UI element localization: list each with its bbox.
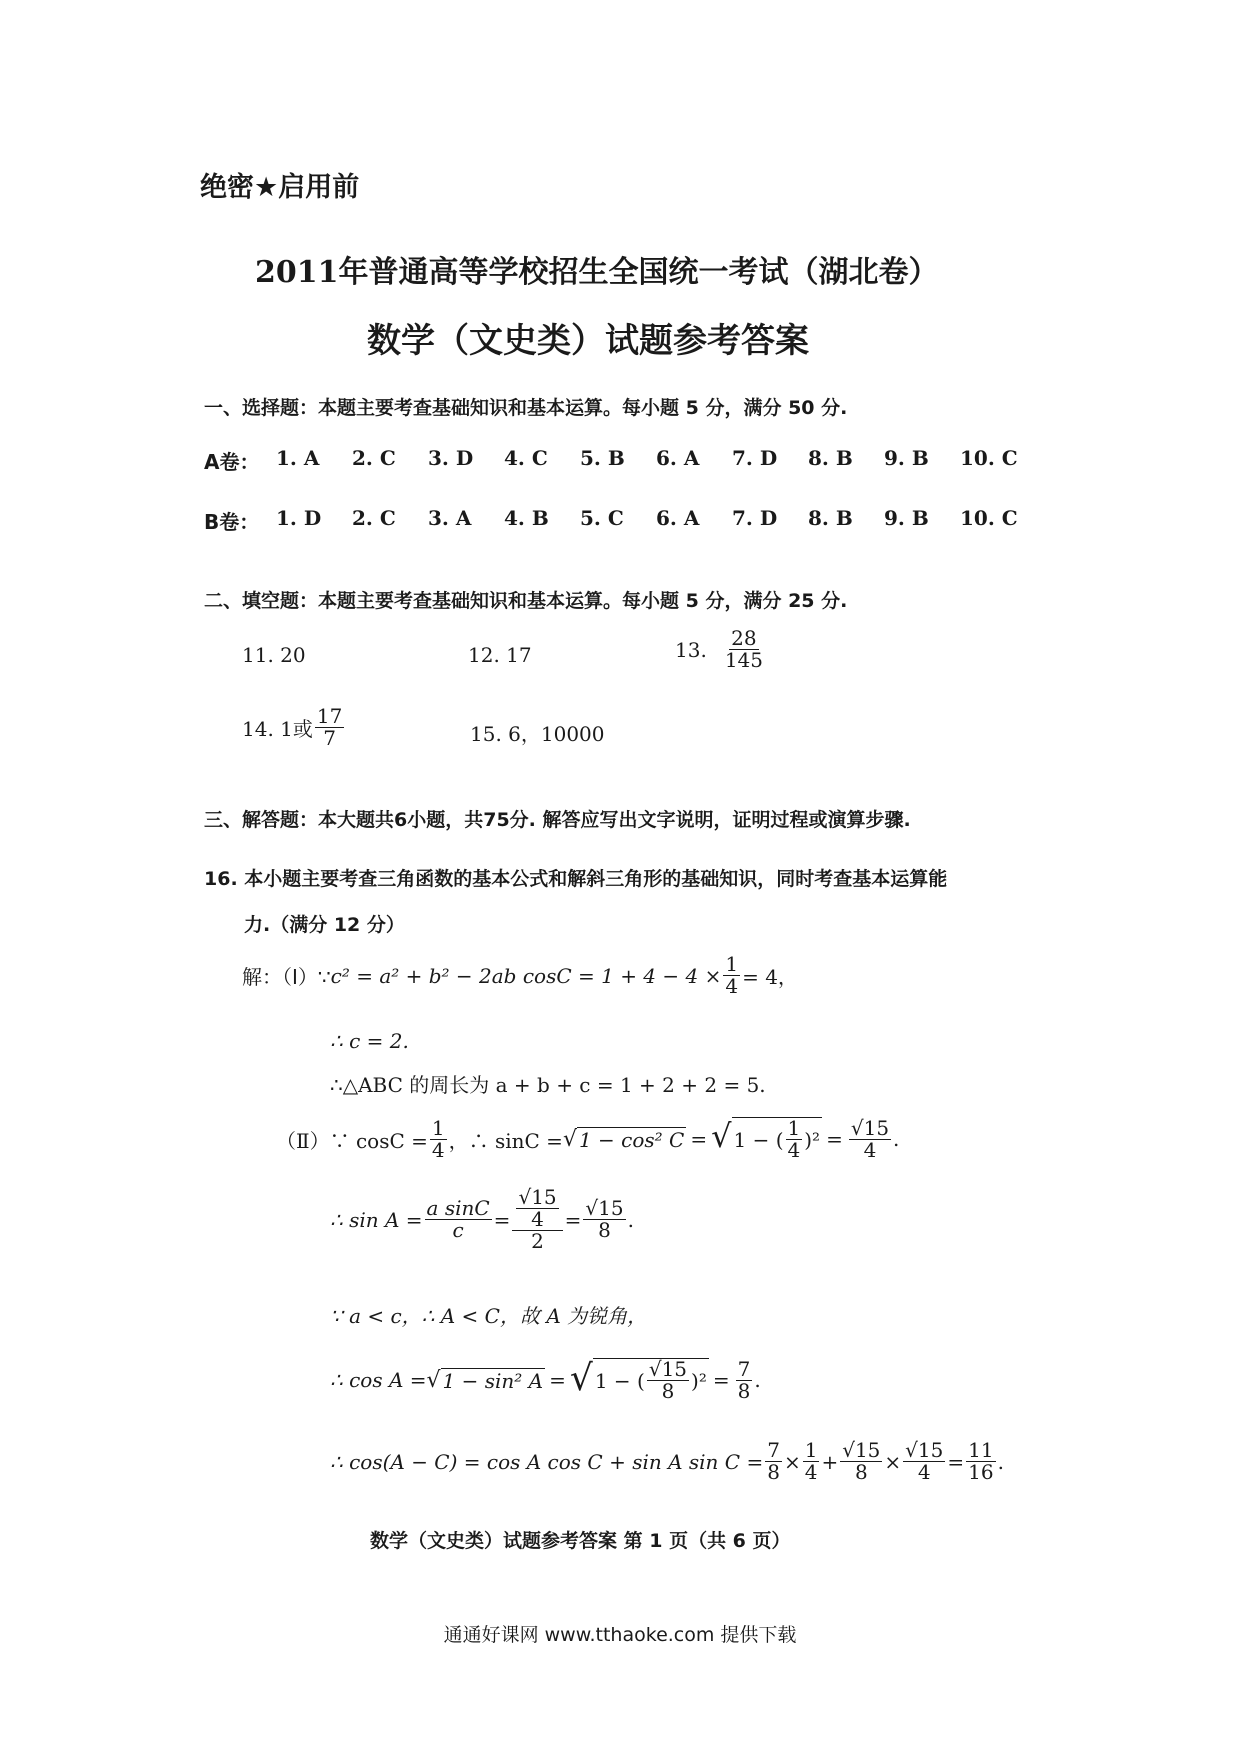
- radicand-part: )²: [804, 1127, 821, 1152]
- fraction: [765, 1440, 782, 1483]
- radicand-part: 1 − (: [594, 1368, 645, 1393]
- fraction: [736, 1356, 753, 1403]
- fraction: [966, 1440, 995, 1483]
- answer-cell: 8. B: [808, 506, 853, 530]
- answer-cell: 9. B: [884, 506, 929, 530]
- radicand-part: )²: [691, 1368, 707, 1393]
- radicand: 1 − cos² C: [578, 1127, 685, 1152]
- answer-cell: 1. D: [276, 506, 322, 530]
- fraction-denominator: 4: [431, 1137, 445, 1162]
- fraction-numerator: a sinC: [426, 1196, 490, 1220]
- answer-cell: 4. C: [504, 446, 548, 470]
- sqrt-value: 15: [598, 1196, 624, 1220]
- answer-cell: 2. C: [352, 506, 396, 530]
- fraction: [849, 1115, 891, 1162]
- fraction: [647, 1359, 689, 1402]
- solution-step-1: [242, 954, 798, 997]
- fraction-numerator: 1: [431, 1115, 445, 1140]
- square-root: √ 1 − sin² A: [426, 1367, 544, 1393]
- fraction-denominator: 145: [724, 648, 763, 672]
- fraction: [425, 1198, 492, 1241]
- equals: =: [947, 1449, 965, 1474]
- answer-12: 12. 17: [468, 643, 532, 667]
- fraction: [430, 1115, 447, 1162]
- fraction: [840, 1440, 882, 1483]
- fraction-numerator: 28: [731, 626, 757, 650]
- fraction-numerator: 1: [725, 952, 739, 976]
- part2-sinC: ，∴ sinC =: [448, 1128, 563, 1153]
- answer-cell: 6. A: [656, 446, 700, 470]
- fraction: [723, 628, 765, 671]
- equals: =: [564, 1207, 582, 1232]
- row-a-label: A卷：: [204, 450, 260, 474]
- fraction-denominator: 4: [863, 1137, 877, 1162]
- sqrt-value: 15: [917, 1438, 944, 1462]
- answer-cell: 5. B: [580, 446, 625, 470]
- solution-acute-angle: ∵ a < c，∴ A < C，故 A 为锐角，: [330, 1304, 648, 1328]
- answer-row-b: [204, 506, 1036, 535]
- period: .: [893, 1127, 900, 1151]
- law-of-cosines: c² = a² + b² − 2ab cosC = 1 + 4 − 4 ×: [330, 963, 722, 988]
- fraction-denominator: 4: [804, 1460, 818, 1484]
- section3-heading: 三、解答题：本大题共6小题，共75分. 解答应写出文字说明，证明过程或演算步骤.: [204, 809, 911, 831]
- fraction-denominator: 8: [854, 1460, 868, 1484]
- solution-step-3: ∴△ABC 的周长为 a + b + c = 1 + 2 + 2 = 5.: [330, 1073, 766, 1097]
- sqrt-value: 15: [854, 1438, 881, 1462]
- square-root: √ 1 − ( $\frac{√15}{8}$ )²: [569, 1357, 707, 1403]
- sqrt-value: 15: [863, 1115, 890, 1140]
- answer-cell: 2. C: [352, 446, 396, 470]
- fraction-numerator: 7: [737, 1356, 751, 1381]
- answer-cell: 9. B: [884, 446, 929, 470]
- equals: =: [712, 1368, 730, 1392]
- fraction-denominator: 8: [767, 1460, 780, 1484]
- fraction-numerator: 11: [968, 1438, 994, 1462]
- solution-step-2: ∴ c = 2.: [330, 1029, 409, 1053]
- fraction-numerator: √15: [850, 1115, 890, 1140]
- period: .: [997, 1449, 1004, 1474]
- solution-cosAC: [330, 1440, 1004, 1483]
- fraction-denominator: 7: [323, 726, 336, 750]
- fraction: [803, 1440, 820, 1483]
- fraction: [723, 954, 740, 997]
- answer-cell: 3. D: [428, 446, 474, 470]
- compound-fraction: [512, 1187, 562, 1252]
- solution-sinA: [330, 1187, 634, 1252]
- solution-part2-line1: [276, 1117, 899, 1161]
- fraction-numerator: √15: [648, 1357, 688, 1381]
- answer-cell: 10. C: [960, 446, 1018, 470]
- equals: =: [493, 1207, 511, 1232]
- fraction-numerator: 17: [316, 704, 343, 728]
- section2-heading: 二、填空题：本题主要考查基础知识和基本运算。每小题 5 分，满分 25 分.: [204, 590, 848, 612]
- fraction-numerator: √15: [585, 1196, 624, 1220]
- part2-label: （Ⅱ）∵ cosC =: [276, 1128, 428, 1153]
- fraction-denominator: 4: [531, 1207, 544, 1231]
- fraction-numerator: 1: [787, 1116, 801, 1140]
- answer-cell: 5. C: [580, 506, 624, 530]
- q16-description-line1: 16. 本小题主要考查三角函数的基本公式和解斜三角形的基础知识，同时考查基本运算能: [204, 868, 948, 890]
- sinA-label: ∴ sin A =: [330, 1207, 423, 1232]
- answer-cell: 7. D: [732, 506, 778, 530]
- fraction-denominator: 4: [917, 1460, 931, 1484]
- sqrt-value: 15: [531, 1185, 557, 1209]
- fraction-denominator: 8: [661, 1379, 675, 1403]
- fraction-denominator: 4: [787, 1138, 801, 1162]
- answer-cell: 1. A: [276, 446, 320, 470]
- times: ×: [884, 1449, 902, 1474]
- fraction-numerator: √15: [518, 1185, 557, 1209]
- solution-label: 解：（Ⅰ）∵: [242, 965, 331, 989]
- times: ×: [783, 1449, 801, 1474]
- exam-subtitle: 数学（文史类）试题参考答案: [367, 321, 809, 361]
- solution-cosA: [330, 1358, 761, 1402]
- fraction-denominator: 4: [725, 974, 739, 998]
- answer-row-a: [204, 446, 1036, 475]
- fraction-denominator: 16: [968, 1460, 994, 1484]
- page-footer: 数学（文史类）试题参考答案 第 1 页（共 6 页）: [370, 1530, 791, 1552]
- cosA-label: ∴ cos A =: [330, 1368, 427, 1392]
- fraction-denominator: 8: [737, 1378, 751, 1403]
- answer-cell: 4. B: [504, 506, 549, 530]
- fraction-numerator: √15: [905, 1438, 944, 1462]
- square-root: √ 1 − ( $\frac{1}{4}$ )²: [711, 1116, 821, 1162]
- step-result: = 4，: [742, 965, 798, 989]
- cosAC-label: ∴ cos(A − C) = cos A cos C + sin A sin C =: [330, 1449, 764, 1474]
- fraction: [315, 706, 344, 749]
- answer-13-label: 13.: [675, 637, 707, 662]
- equals: =: [690, 1127, 708, 1151]
- exam-title: 2011年普通高等学校招生全国统一考试（湖北卷）: [255, 255, 939, 290]
- answer-11: 11. 20: [242, 643, 306, 667]
- period: .: [754, 1368, 761, 1392]
- classification-mark: 绝密★启用前: [200, 172, 360, 203]
- radicand: 1 − sin² A: [442, 1368, 544, 1393]
- equals: =: [826, 1127, 843, 1151]
- row-b-label: B卷：: [204, 510, 260, 534]
- fraction-numerator: [512, 1187, 562, 1231]
- answer-13: [675, 628, 767, 671]
- sqrt-value: 15: [661, 1357, 688, 1381]
- q16-description-line2: 力.（满分 12 分）: [244, 914, 405, 936]
- fraction-numerator: √15: [842, 1438, 881, 1462]
- section1-heading: 一、选择题：本题主要考查基础知识和基本运算。每小题 5 分，满分 50 分.: [204, 397, 848, 419]
- fraction: [583, 1198, 625, 1241]
- fraction: [516, 1187, 558, 1230]
- period: .: [627, 1207, 634, 1232]
- answer-cell: 7. D: [732, 446, 778, 470]
- answer-cell: 10. C: [960, 506, 1018, 530]
- fraction-denominator: 8: [598, 1218, 611, 1242]
- fraction: [903, 1440, 945, 1483]
- square-root: √ 1 − cos² C: [562, 1126, 685, 1152]
- answer-cell: 6. A: [656, 506, 700, 530]
- plus: +: [821, 1449, 839, 1474]
- radicand-part: 1 − (: [733, 1127, 784, 1152]
- answer-14: [242, 706, 346, 749]
- site-footer: 通通好课网 www.tthaoke.com 提供下载: [443, 1624, 797, 1646]
- answer-14-label: 14. 1或: [242, 717, 313, 741]
- equals: =: [549, 1368, 566, 1392]
- answer-cell: 8. B: [808, 446, 853, 470]
- fraction-numerator: 7: [767, 1438, 780, 1462]
- answer-15: 15. 6，10000: [470, 722, 605, 746]
- answer-cell: 3. A: [428, 506, 472, 530]
- fraction-denominator: 2: [531, 1229, 544, 1253]
- fraction-numerator: 1: [804, 1438, 818, 1462]
- fraction-denominator: c: [452, 1218, 464, 1242]
- fraction: [786, 1118, 803, 1161]
